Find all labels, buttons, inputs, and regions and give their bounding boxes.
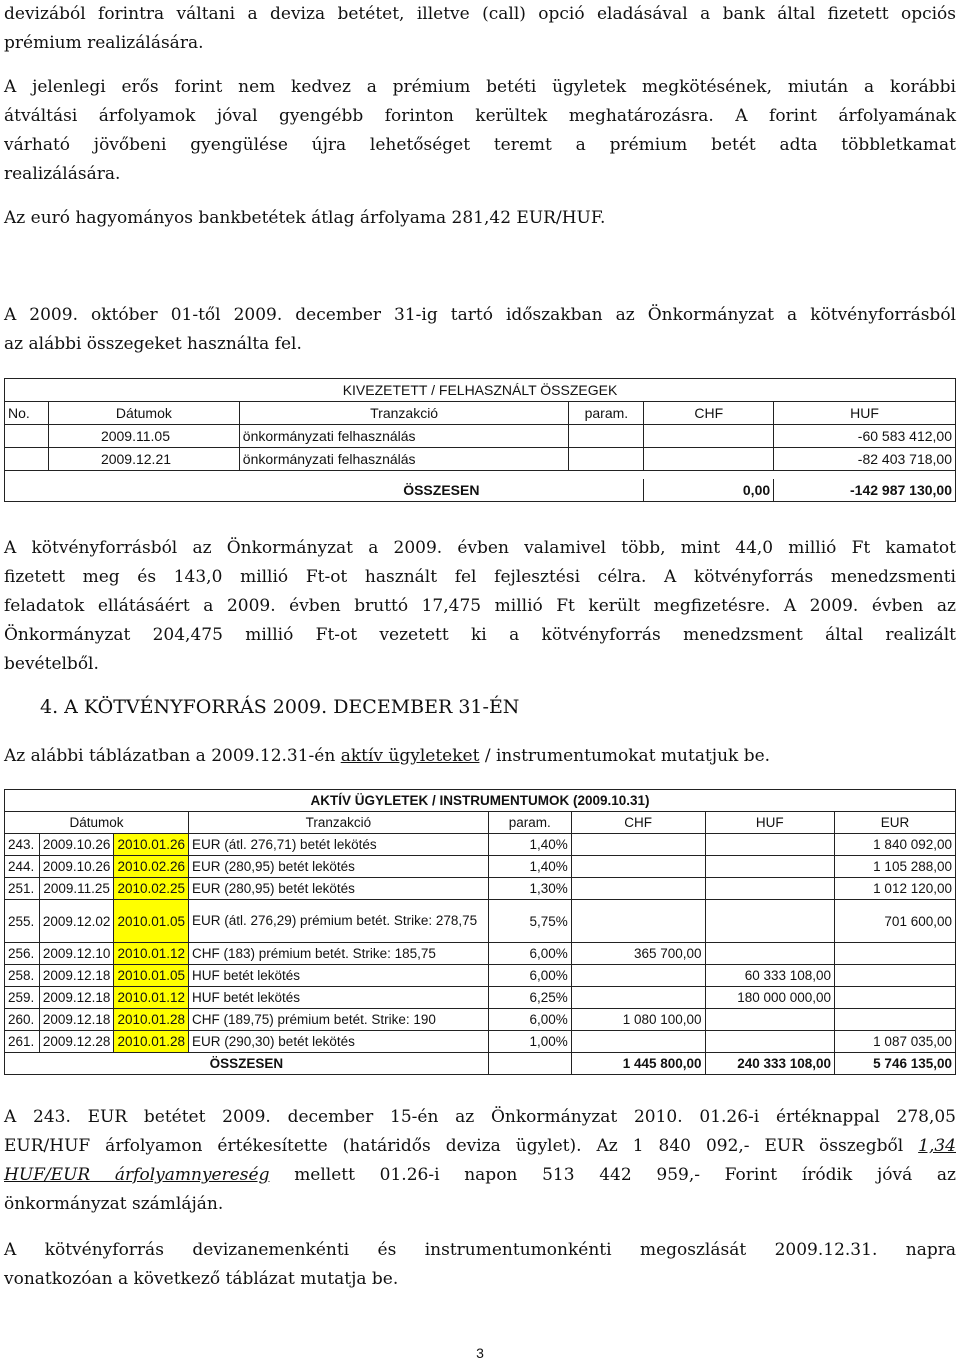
table-row — [5, 965, 956, 987]
cell-param: 6,00% — [488, 965, 571, 987]
cell-eur — [835, 1009, 956, 1031]
cell-chf — [571, 1031, 705, 1053]
cell-chf: 1 080 100,00 — [571, 1009, 705, 1031]
text-line: Önkormányzat 204,475 millió Ft-ot vezetett ki a kötvényforrás menedzsment által realizált — [4, 625, 956, 645]
table-title: KIVEZETETT / FELHASZNÁLT ÖSSZEGEK — [5, 379, 956, 402]
cell-huf — [705, 1009, 834, 1031]
cell-transaction: EUR (280,95) betét lekötés — [189, 856, 489, 878]
cell-start-date: 2009.10.26 — [39, 834, 114, 856]
cell-no — [5, 448, 49, 471]
table-row — [5, 834, 956, 856]
cell-eur — [835, 987, 956, 1009]
cell-end-date: 2010.01.12 — [114, 987, 189, 1009]
paragraph-eur-deposit — [4, 1103, 956, 1219]
header-no: No. — [5, 402, 49, 425]
cell-no: 260. — [5, 1009, 40, 1031]
text-line: HUF/EUR árfolyamnyereség mellett 01.26-i napon 513 442 959,- Forint íródik jóvá az — [4, 1165, 957, 1185]
table-row — [5, 856, 956, 878]
cell-transaction: EUR (átl. 276,29) prémium betét. Strike: 278,75 — [189, 900, 489, 943]
cell-param — [569, 448, 644, 471]
cell-huf — [705, 856, 834, 878]
cell-end-date: 2010.01.05 — [114, 900, 189, 943]
cell-start-date: 2009.12.28 — [39, 1031, 114, 1053]
cell-eur: 1 087 035,00 — [835, 1031, 956, 1053]
active-deals-table — [4, 789, 956, 1075]
cell-eur — [835, 965, 956, 987]
cell-end-date: 2010.01.26 — [114, 834, 189, 856]
cell-eur: 701 600,00 — [835, 900, 956, 943]
cell-huf — [705, 834, 834, 856]
cell-end-date: 2010.01.05 — [114, 965, 189, 987]
cell-end-date: 2010.02.26 — [114, 856, 189, 878]
cell-transaction: HUF betét lekötés — [189, 987, 489, 1009]
cell-param: 1,40% — [488, 856, 571, 878]
header-transaction: Tranzakció — [239, 402, 569, 425]
cell-huf — [705, 1031, 834, 1053]
cell-no: 243. — [5, 834, 40, 856]
underlined-text: HUF/EUR árfolyamnyereség — [4, 1165, 270, 1185]
total-label: ÖSSZESEN — [5, 1053, 489, 1075]
header-chf: CHF — [571, 812, 705, 834]
cell-param — [569, 425, 644, 448]
page-number: 3 — [476, 1345, 484, 1361]
text-line: prémium realizálására. — [4, 33, 204, 53]
header-transaction: Tranzakció — [189, 812, 489, 834]
paragraph-exchange-rate — [4, 204, 956, 233]
text-line: feladatok ellátásáért a 2009. évben bruttó 17,475 millió Ft került megfizetésre. A 2009. évben az — [4, 596, 956, 616]
cell-chf — [644, 448, 774, 471]
table-header-row — [5, 402, 956, 425]
cell-no: 256. — [5, 943, 40, 965]
table-total-row — [5, 479, 956, 502]
cell-no: 244. — [5, 856, 40, 878]
total-eur: 5 746 135,00 — [835, 1053, 956, 1075]
cell-no: 258. — [5, 965, 40, 987]
cell-huf — [705, 900, 834, 943]
header-param: param. — [569, 402, 644, 425]
cell-huf: -82 403 718,00 — [774, 448, 956, 471]
cell-eur: 1 105 288,00 — [835, 856, 956, 878]
cell-transaction: EUR (290,30) betét lekötés — [189, 1031, 489, 1053]
paragraph-bond-usage — [4, 534, 956, 679]
cell-transaction: CHF (189,75) prémium betét. Strike: 190 — [189, 1009, 489, 1031]
text-line: A jelenlegi erős forint nem kedvez a prémium betéti ügyletek megkötésének, miután a korábbi — [4, 77, 956, 97]
cell-param: 1,30% — [488, 878, 571, 900]
text-line: Az euró hagyományos bankbetétek átlag árfolyama 281,42 EUR/HUF. — [4, 208, 606, 228]
header-huf: HUF — [774, 402, 956, 425]
cell-huf — [705, 943, 834, 965]
table-row — [5, 1031, 956, 1053]
cell-eur — [835, 943, 956, 965]
paragraph-intro-2 — [4, 73, 956, 189]
cell-end-date: 2010.01.28 — [114, 1009, 189, 1031]
cell-param: 6,00% — [488, 1009, 571, 1031]
paragraph-period — [4, 301, 956, 359]
paragraph-intro-1 — [4, 0, 956, 58]
cell-transaction: CHF (183) prémium betét. Strike: 185,75 — [189, 943, 489, 965]
text-line: EUR/HUF árfolyamon értékesítette (határidős deviza ügylet). Az 1 840 092,- EUR összegből 1,34 — [4, 1136, 956, 1156]
text-line: önkormányzat számláján. — [4, 1194, 224, 1214]
total-huf: 240 333 108,00 — [705, 1053, 834, 1075]
table-row — [5, 943, 956, 965]
text-line: A 2009. október 01-től 2009. december 31-ig tartó időszakban az Önkormányzat a kötvényforrásból — [4, 305, 956, 325]
header-param: param. — [488, 812, 571, 834]
cell-start-date: 2009.11.25 — [39, 878, 114, 900]
cell-param: 1,00% — [488, 1031, 571, 1053]
text-line: A kötvényforrás devizanemenkénti és instrumentumonkénti megoszlását 2009.12.31. napra — [4, 1240, 956, 1260]
text-line: A 243. EUR betétet 2009. december 15-én az Önkormányzat 2010. 01.26-i értéknappal 278,05 — [4, 1107, 956, 1127]
underlined-text: 1,34 — [918, 1136, 956, 1156]
cell-start-date: 2009.12.18 — [39, 965, 114, 987]
cell-start-date: 2009.10.26 — [39, 856, 114, 878]
table-title: AKTÍV ÜGYLETEK / INSTRUMENTUMOK (2009.10.31) — [5, 790, 956, 812]
header-huf: HUF — [705, 812, 834, 834]
cell-chf — [571, 965, 705, 987]
cell-huf: 180 000 000,00 — [705, 987, 834, 1009]
cell-transaction: önkormányzati felhasználás — [239, 448, 569, 471]
cell-no: 261. — [5, 1031, 40, 1053]
total-label: ÖSSZESEN — [239, 479, 644, 502]
table-header-row — [5, 812, 956, 834]
cell-no: 251. — [5, 878, 40, 900]
cell-chf — [571, 834, 705, 856]
text-line: Az alábbi táblázatban a 2009.12.31-én aktív ügyleteket / instrumentumokat mutatjuk be. — [4, 746, 771, 766]
cell-chf — [644, 425, 774, 448]
cell-eur: 1 840 092,00 — [835, 834, 956, 856]
total-chf: 1 445 800,00 — [571, 1053, 705, 1075]
spacer — [5, 471, 956, 480]
cell-param: 5,75% — [488, 900, 571, 943]
cell-param: 6,00% — [488, 943, 571, 965]
cell-start-date: 2009.12.18 — [39, 1009, 114, 1031]
header-dates: Dátumok — [5, 812, 189, 834]
cell-transaction: EUR (280,95) betét lekötés — [189, 878, 489, 900]
table-row — [5, 448, 956, 471]
cell-transaction: EUR (átl. 276,71) betét lekötés — [189, 834, 489, 856]
table-row — [5, 878, 956, 900]
cell-transaction: önkormányzati felhasználás — [239, 425, 569, 448]
text-line: realizálására. — [4, 164, 121, 184]
cell-no: 255. — [5, 900, 40, 943]
cell-chf — [571, 856, 705, 878]
paragraph-breakdown — [4, 1236, 956, 1294]
table-row — [5, 987, 956, 1009]
text-line: devizából forintra váltani a deviza betétet, illetve (call) opció eladásával a bank által fizetett opciós — [4, 4, 956, 24]
cell-chf: 365 700,00 — [571, 943, 705, 965]
text-line: bevételből. — [4, 654, 99, 674]
cell-huf — [705, 878, 834, 900]
cell-start-date: 2009.12.02 — [39, 900, 114, 943]
cell-end-date: 2010.01.28 — [114, 1031, 189, 1053]
cell-eur: 1 012 120,00 — [835, 878, 956, 900]
text-line: fizetett meg és 143,0 millió Ft-ot használt fel fejlesztési célra. A kötvényforrás menedzsmenti — [4, 567, 956, 587]
cell-end-date: 2010.01.12 — [114, 943, 189, 965]
cell-start-date: 2009.12.10 — [39, 943, 114, 965]
header-chf: CHF — [644, 402, 774, 425]
text-line: átváltási árfolyamok jóval gyengébb forinton kerültek meghatározásra. A forint árfolyamának — [4, 106, 956, 126]
used-amounts-table — [4, 378, 956, 502]
text-line: az alábbi összegeket használta fel. — [4, 334, 302, 354]
cell-transaction: HUF betét lekötés — [189, 965, 489, 987]
cell-chf — [571, 878, 705, 900]
header-eur: EUR — [835, 812, 956, 834]
header-dates: Dátumok — [48, 402, 239, 425]
text-line: A kötvényforrásból az Önkormányzat a 2009. évben valamivel több, mint 44,0 millió Ft kamatot — [4, 538, 956, 558]
cell-param: 1,40% — [488, 834, 571, 856]
cell-chf — [571, 987, 705, 1009]
cell-chf — [571, 900, 705, 943]
section-heading: 4. A KÖTVÉNYFORRÁS 2009. DECEMBER 31-ÉN — [40, 696, 520, 718]
table-row — [5, 425, 956, 448]
table-total-row — [5, 1053, 956, 1075]
cell-start-date: 2009.12.18 — [39, 987, 114, 1009]
text-line: várható jövőbeni gyengülése újra lehetőséget teremt a prémium betét adta többletkamat — [4, 135, 956, 155]
text-line: vonatkozóan a következő táblázat mutatja be. — [4, 1269, 399, 1289]
underlined-text: aktív ügyleteket — [340, 746, 480, 766]
cell-date: 2009.12.21 — [48, 448, 239, 471]
paragraph-active-deals — [4, 742, 956, 771]
table-spacer-row — [5, 471, 956, 480]
total-huf: -142 987 130,00 — [774, 479, 956, 502]
total-chf: 0,00 — [644, 479, 774, 502]
cell-date: 2009.11.05 — [48, 425, 239, 448]
cell-no: 259. — [5, 987, 40, 1009]
table-row — [5, 900, 956, 943]
table-row — [5, 1009, 956, 1031]
cell-huf: 60 333 108,00 — [705, 965, 834, 987]
cell-end-date: 2010.02.25 — [114, 878, 189, 900]
cell-param: 6,25% — [488, 987, 571, 1009]
cell-no — [5, 425, 49, 448]
cell-huf: -60 583 412,00 — [774, 425, 956, 448]
